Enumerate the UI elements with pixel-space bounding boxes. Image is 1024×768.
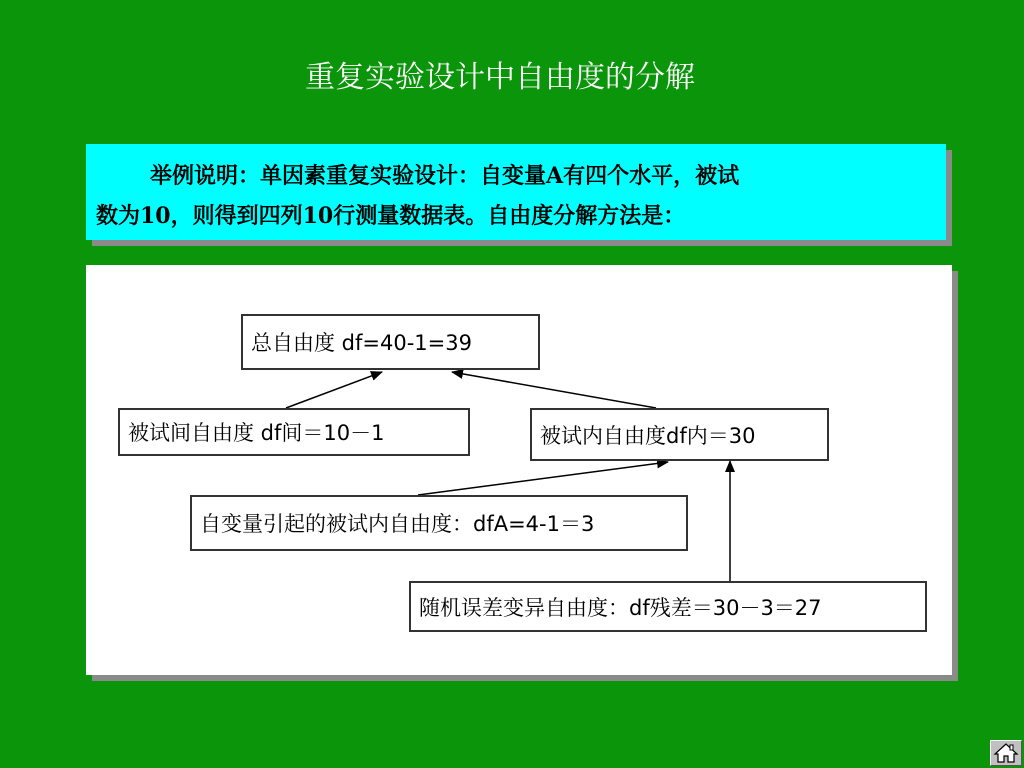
example-line-2: 数为10，则得到四列10行测量数据表。自由度分解方法是： [96, 203, 686, 229]
arrow-factor-to-within [418, 462, 668, 495]
home-icon [993, 742, 1019, 764]
page-title: 重复实验设计中自由度的分解 [305, 60, 695, 95]
total-df-box: 总自由度 df=40-1=39 [241, 314, 540, 370]
between-subject-df-box: 被试间自由度 df间＝10－1 [118, 408, 470, 456]
example-description [86, 144, 946, 240]
example-line-1: 举例说明：单因素重复实验设计：自变量A有四个水平，被试 [150, 163, 740, 189]
home-button[interactable] [990, 740, 1022, 766]
arrow-within-to-total [452, 372, 656, 408]
df-decomposition-diagram [86, 265, 952, 675]
arrow-between-to-total [286, 372, 382, 408]
within-subject-df-box: 被试内自由度df内＝30 [530, 408, 829, 461]
factor-df-box: 自变量引起的被试内自由度：dfA=4-1＝3 [190, 495, 688, 551]
error-df-box: 随机误差变异自由度：df残差＝30－3＝27 [409, 581, 927, 632]
